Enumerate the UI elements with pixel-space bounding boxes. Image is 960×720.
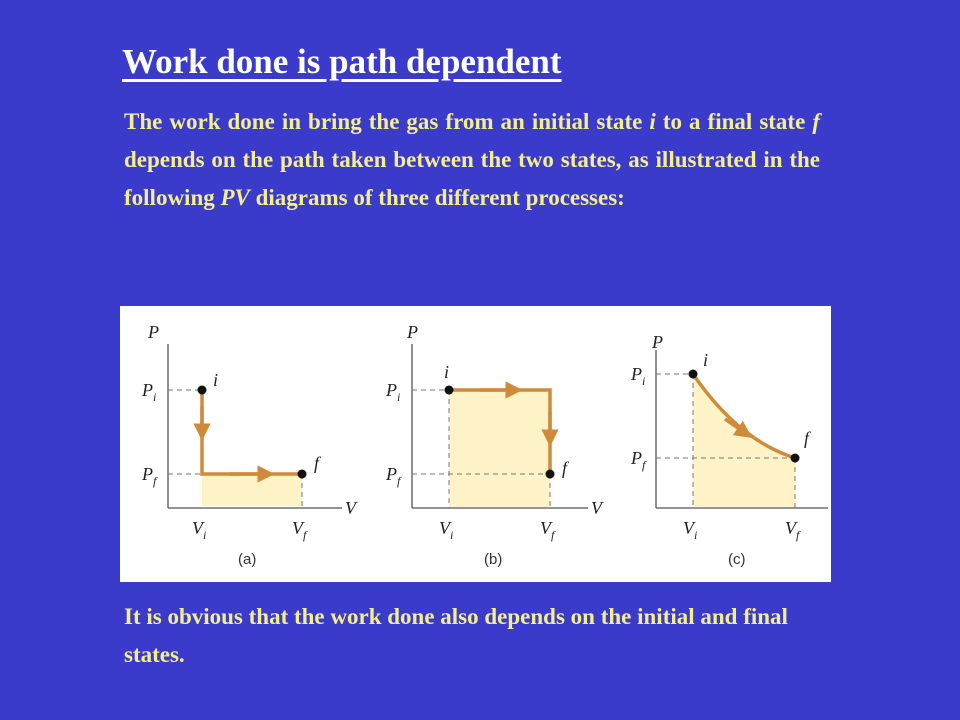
initial-point-b: [445, 386, 454, 395]
work-area-a: [202, 474, 302, 506]
final-point-b: [546, 470, 555, 479]
tick-pi-a: $P_i$: [142, 380, 157, 404]
final-state-symbol: f: [812, 109, 820, 134]
tick-vf-b: $V_f$: [540, 518, 555, 542]
intro-paragraph: [124, 103, 820, 217]
panel-tag-c: (c): [728, 551, 746, 568]
initial-point-a: [198, 386, 207, 395]
axis-label-p-a: P: [148, 322, 159, 342]
panel-b: [385, 322, 604, 568]
tick-pi-c: $P_i$: [631, 364, 646, 388]
label-final-b: f: [562, 458, 568, 478]
panel-a: [141, 322, 358, 568]
panel-c: [630, 332, 828, 568]
label-initial-a: i: [213, 370, 219, 390]
initial-state-symbol: i: [649, 109, 656, 134]
tick-vi-b: $V_i$: [439, 518, 454, 542]
intro-text-3: depends on the path taken between the two states, as illustrated in the following: [124, 147, 820, 210]
axis-label-p-b: P: [407, 322, 418, 342]
work-area-b: [449, 390, 550, 507]
tick-vi-c: $V_i$: [683, 518, 698, 542]
pv-diagrams-svg: [120, 306, 831, 582]
final-point-a: [298, 470, 307, 479]
axis-label-p-c: P: [652, 332, 663, 352]
tick-vf-a: $V_f$: [292, 518, 307, 542]
tick-pf-c: $P_f$: [631, 448, 646, 472]
conclusion-paragraph: It is obvious that the work done also depends on the initial and final states.: [124, 604, 788, 667]
panel-tag-a: (a): [238, 551, 257, 568]
intro-text-1: The work done in bring the gas from an initial state: [124, 109, 650, 134]
axis-label-v-a: V: [345, 498, 356, 518]
label-initial-c: i: [703, 350, 709, 370]
final-point-c: [791, 454, 800, 463]
intro-text-2: to a final state: [655, 109, 813, 134]
pv-diagrams-figure: [120, 306, 831, 582]
label-initial-b: i: [444, 362, 450, 382]
process-path-a: [202, 390, 302, 474]
intro-text-4: diagrams of three different processes:: [249, 185, 625, 210]
slide-title: Work done is path dependent: [122, 42, 562, 81]
initial-point-c: [689, 370, 698, 379]
axis-label-v-b: V: [591, 498, 602, 518]
tick-pf-a: $P_f$: [142, 464, 157, 488]
pv-symbol: PV: [220, 185, 250, 210]
tick-vf-c: $V_f$: [785, 518, 800, 542]
tick-pf-b: $P_f$: [386, 464, 401, 488]
label-final-a: f: [314, 453, 320, 473]
panel-tag-b: (b): [484, 551, 503, 568]
tick-pi-b: $P_i$: [386, 380, 401, 404]
tick-vi-a: $V_i$: [192, 518, 207, 542]
label-final-c: f: [804, 428, 810, 448]
